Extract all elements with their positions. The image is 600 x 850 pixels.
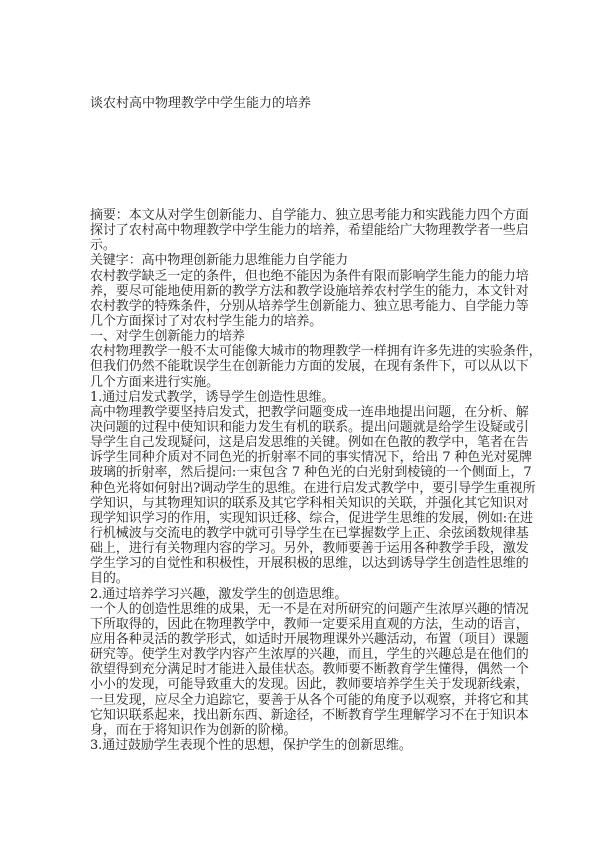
text-line: 探讨了农村高中物理教学中学生能力的培养，希望能给广大物理教学者一些启 [90,223,529,239]
section-heading [90,390,530,405]
text-line: 学知识，与其物理知识的联系及其它学科相关知识的关联，并强化其它知识对 [90,495,529,511]
text-line: 关键字：高中物理创新能力思维能力自学能力 [90,253,349,269]
text-line: 决问题的过程中使知识和能力发生有机的联系。提出问题就是给学生设疑或引 [90,419,529,435]
text-line: 行机械波与交流电的教学中就可引导学生在已掌握数学上正、余弦函数规律基 [90,525,529,541]
text-line: 3.通过鼓励学生表现个性的思想，保护学生的创新思维。 [90,737,412,753]
text-line: 小小的发现，可能导致重大的发现。因此，教师要培养学生关于发现新线索， [90,677,529,693]
text-line: 欲望得到充分满足时才能进入最佳状态。教师要不断教育学生懂得，偶然一个 [90,662,529,678]
text-line: 一、对学生创新能力的培养 [90,329,245,345]
text-line: 一旦发现，应尽全力追踪它，要善于从各个可能的角度予以观察，并将它和其 [90,692,529,708]
document-body [90,208,542,753]
text-line: 示。 [90,238,116,254]
text-line: 2.通过培养学习兴趣，激发学生的创造思维。 [90,586,348,602]
text-line: 诉学生同种介质对不同色光的折射率不同的事实情况下，给出 7 种色光对冕牌 [90,450,532,466]
text-line: 种色光将如何射出?调动学生的思维。在进行启发式教学中，要引导学生重视所 [90,480,536,496]
text-paragraph [90,404,536,587]
text-line: 导学生自己发现疑问，这是启发思维的关键。例如在色散的教学中，笔者在告 [90,435,529,451]
abstract-paragraph [90,208,530,253]
text-line: 一个人的创造性思维的成果，无一不是在对所研究的问题产生浓厚兴趣的情况 [90,601,529,617]
text-paragraph [90,344,542,390]
text-line: 现学知识学习的作用，实现知识迁移、综合，促进学生思维的发展，例如:在进 [90,510,533,526]
text-line: 农村物理教学一般不太可能像大城市的物理教学一样拥有许多先进的实验条件， [90,344,542,360]
section-heading [90,329,530,344]
text-line: 身，而在于将知识作为创新的阶梯。 [90,722,297,738]
text-line: 几个方面探讨了对农村学生能力的培养。 [90,313,323,329]
text-line: 础上，进行有关物理内容的学习。另外，教师要善于运用各种教学手段，激发 [90,541,529,557]
text-line: 它知识联系起来，找出新东西、新途径，不断教育学生理解学习不在于知识本 [90,707,529,723]
text-line: 摘要：本文从对学生创新能力、自学能力、独立思考能力和实践能力四个方面 [90,208,529,223]
text-line: 研究等。使学生对教学内容产生浓厚的兴趣，而且，学生的兴趣总是在他们的 [90,647,529,663]
text-line: 养，要尽可能地使用新的教学方法和教学设施培养农村学生的能力，本文针对 [90,283,529,299]
text-line: 农村教学的特殊条件，分别从培养学生创新能力、独立思考能力、自学能力等 [90,298,529,314]
text-line: 学生学习的自觉性和积极性，开展积极的思维，以达到诱导学生创造性思维的 [90,556,529,572]
text-line: 1.通过启发式教学，诱导学生创造性思维。 [90,389,335,405]
text-line: 目的。 [90,571,129,587]
text-line: 农村教学缺乏一定的条件，但也绝不能因为条件有限而影响学生能力的能力培 [90,268,529,284]
text-line: 玻璃的折射率，然后提问:一束包含 7 种色光的白光射到棱镜的一个侧面上，7 [90,465,532,481]
section-heading [90,738,530,753]
keywords-paragraph [90,253,530,268]
text-line: 但我们仍然不能耽误学生在创新能力方面的发展，在现有条件下，可以从以下 [90,359,529,375]
text-line: 高中物理教学要坚持启发式，把教学问题变成一连串地提出问题，在分析、解 [90,404,529,420]
section-heading [90,587,530,602]
text-line: 几个方面来进行实施。 [90,374,220,390]
text-paragraph [90,602,530,738]
document-title: 谈农村高中物理教学中学生能力的培养 [90,96,312,111]
text-line: 下所取得的，因此在物理教学中，教师一定要采用直观的方法，生动的语言， [90,616,529,632]
text-paragraph [90,269,530,330]
text-line: 应用各种灵活的教学形式，如适时开展物理课外兴趣活动，布置（项目）课题 [90,631,529,647]
